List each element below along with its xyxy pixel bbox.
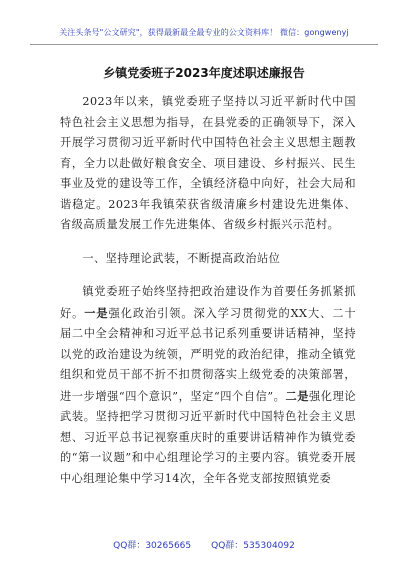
- footer-qq-group-1: QQ群：30265665: [113, 541, 192, 551]
- bold-marker-first: 一是: [84, 305, 109, 320]
- document-title: 乡镇党委班子2023年度述职述廉报告: [103, 66, 305, 80]
- paragraph-text: 强化政治引领。深入学习贯彻党的XX大、二十届二中全会精神和习近平总书记系列重要讲话精神，坚持以党的政治建设为统领，严明党的政治纪律，推动全镇党组织和党员干部不折不扣贯彻落实上级党委的决策部署，进一步增强“四个意识”，坚定“四个自信”。: [60, 306, 356, 403]
- header-divider: [30, 44, 378, 45]
- section-heading-1: 一、坚持理论武装，不断提高政治站位: [82, 251, 281, 265]
- document-body: [60, 92, 356, 489]
- paragraph-text: 镇党委班子始终坚持把政治建设作为首要任务抓紧抓好。: [60, 285, 356, 320]
- header-promo-text: 关注头条号"公文研究"，获得最新最全最专业的公文资料库！ 微信：gongwenyj: [59, 28, 349, 37]
- bold-marker-second: 二是: [285, 388, 310, 403]
- paragraph-political-building: [60, 282, 356, 489]
- footer-contact: [0, 538, 408, 551]
- footer-qq-group-2: QQ群：535304092: [211, 541, 295, 551]
- paragraph-text: 强化理论武装。坚持把学习贯彻习近平新时代中国特色社会主义思想、习近平总书记视察重庆时的重要讲话精神作为镇党委的“第一议题”和中心组理论学习的主要内容。镇党委开展中心组理论集中学习14次，全年各党支部按照镇党委: [60, 389, 356, 485]
- paragraph-intro: 2023年以来，镇党委班子坚持以习近平新时代中国特色社会主义思想为指导，在县党委的正确领导下，深入开展学习贯彻习近平新时代中国特色社会主义思想主题教育，全力以赴做好粮食安全、项目建设、乡村振兴、民生事业及党的建设等工作，全镇经济稳中向好，社会大局和谐稳定。2023年我镇荣获省级清廉乡村建设先进集体、省级高质量发展工作先进集体、省级乡村振兴示范村。: [60, 95, 356, 231]
